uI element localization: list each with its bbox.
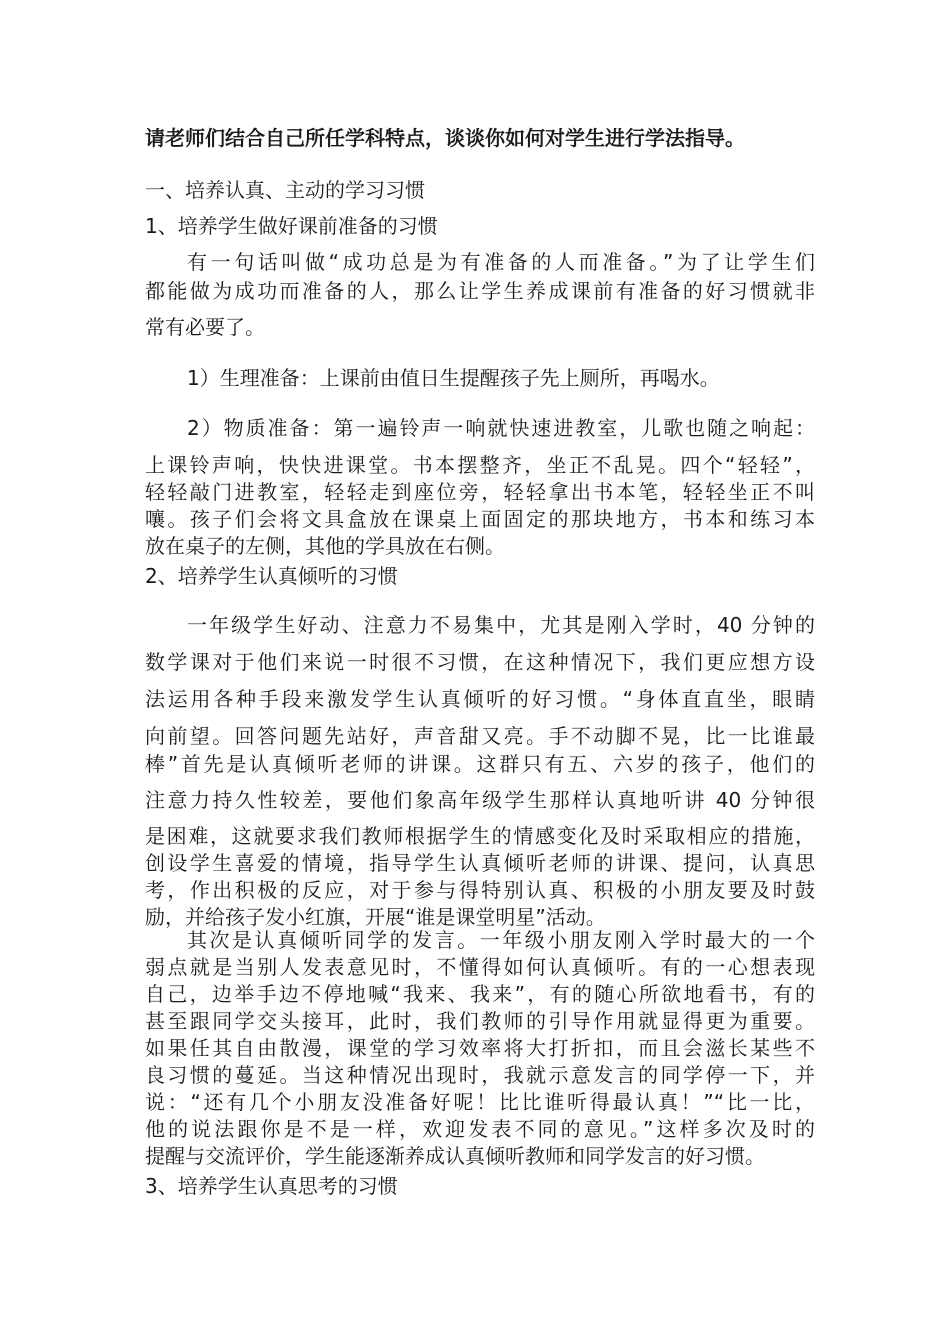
section-heading: 一、培养认真、主动的学习习惯 — [145, 178, 425, 202]
paragraph-line: 2）物质准备：第一遍铃声一响就快速进教室，儿歌也随之响起： — [187, 416, 815, 440]
paragraph-line: 法运用各种手段来激发学生认真倾听的好习惯。“身体直直坐，眼睛 — [145, 687, 815, 711]
paragraph-line: 轻轻敲门进教室，轻轻走到座位旁，轻轻拿出书本笔，轻轻坐正不叫 — [145, 480, 815, 504]
paragraph-line: 向前望。回答问题先站好，声音甜又亮。手不动脚不晃，比一比谁最 — [145, 724, 815, 748]
paragraph-line: 有一句话叫做“成功总是为有准备的人而准备。”为了让学生们 — [187, 250, 815, 274]
page-title: 请老师们结合自己所任学科特点，谈谈你如何对学生进行学法指导。 — [145, 126, 745, 150]
paragraph-line: 说：“还有几个小朋友没准备好呢！比比谁听得最认真！”“比一比， — [145, 1090, 815, 1114]
paragraph-line: 都能做为成功而准备的人，那么让学生养成课前有准备的好习惯就非 — [145, 279, 815, 303]
paragraph-line: 棒”首先是认真倾听老师的讲课。这群只有五、六岁的孩子，他们的 — [145, 752, 815, 776]
paragraph-line: 数学课对于他们来说一时很不习惯，在这种情况下，我们更应想方设 — [145, 650, 815, 674]
paragraph-line: 1）生理准备：上课前由值日生提醒孩子先上厕所，再喝水。 — [187, 366, 720, 390]
paragraph-line: 提醒与交流评价，学生能逐渐养成认真倾听教师和同学发言的好习惯。 — [145, 1144, 765, 1168]
paragraph-line: 嚷。孩子们会将文具盒放在课桌上面固定的那块地方，书本和练习本 — [145, 507, 815, 531]
paragraph-line: 注意力持久性较差，要他们象高年级学生那样认真地听讲 40 分钟很 — [145, 788, 815, 812]
paragraph-line: 考，作出积极的反应，对于参与得特别认真、积极的小朋友要及时鼓 — [145, 878, 815, 902]
subsection-heading: 1、培养学生做好课前准备的习惯 — [145, 214, 438, 238]
paragraph-line: 励，并给孩子发小红旗，开展“谁是课堂明星”活动。 — [145, 905, 606, 929]
subsection-heading: 2、培养学生认真倾听的习惯 — [145, 564, 398, 588]
paragraph-line: 常有必要了。 — [145, 315, 265, 339]
paragraph-line: 上课铃声响，快快进课堂。书本摆整齐，坐正不乱晃。四个“轻轻”， — [145, 453, 815, 477]
paragraph-line: 自己，边举手边不停地喊“我来、我来”，有的随心所欲地看书，有的 — [145, 982, 815, 1006]
paragraph-line: 甚至跟同学交头接耳，此时，我们教师的引导作用就显得更为重要。 — [145, 1009, 815, 1033]
paragraph-line: 是困难，这就要求我们教师根据学生的情感变化及时采取相应的措施， — [145, 824, 815, 848]
paragraph-line: 他的说法跟你是不是一样，欢迎发表不同的意见。”这样多次及时的 — [145, 1117, 815, 1141]
subsection-heading: 3、培养学生认真思考的习惯 — [145, 1174, 398, 1198]
paragraph-line: 放在桌子的左侧，其他的学具放在右侧。 — [145, 534, 505, 558]
paragraph-line: 其次是认真倾听同学的发言。一年级小朋友刚入学时最大的一个 — [187, 928, 815, 952]
paragraph-line: 一年级学生好动、注意力不易集中，尤其是刚入学时，40 分钟的 — [187, 613, 815, 637]
paragraph-line: 弱点就是当别人发表意见时，不懂得如何认真倾听。有的一心想表现 — [145, 955, 815, 979]
paragraph-line: 创设学生喜爱的情境，指导学生认真倾听老师的讲课、提问，认真思 — [145, 851, 815, 875]
paragraph-line: 如果任其自由散漫，课堂的学习效率将大打折扣，而且会滋长某些不 — [145, 1036, 815, 1060]
paragraph-line: 良习惯的蔓延。当这种情况出现时，我就示意发言的同学停一下，并 — [145, 1063, 815, 1087]
